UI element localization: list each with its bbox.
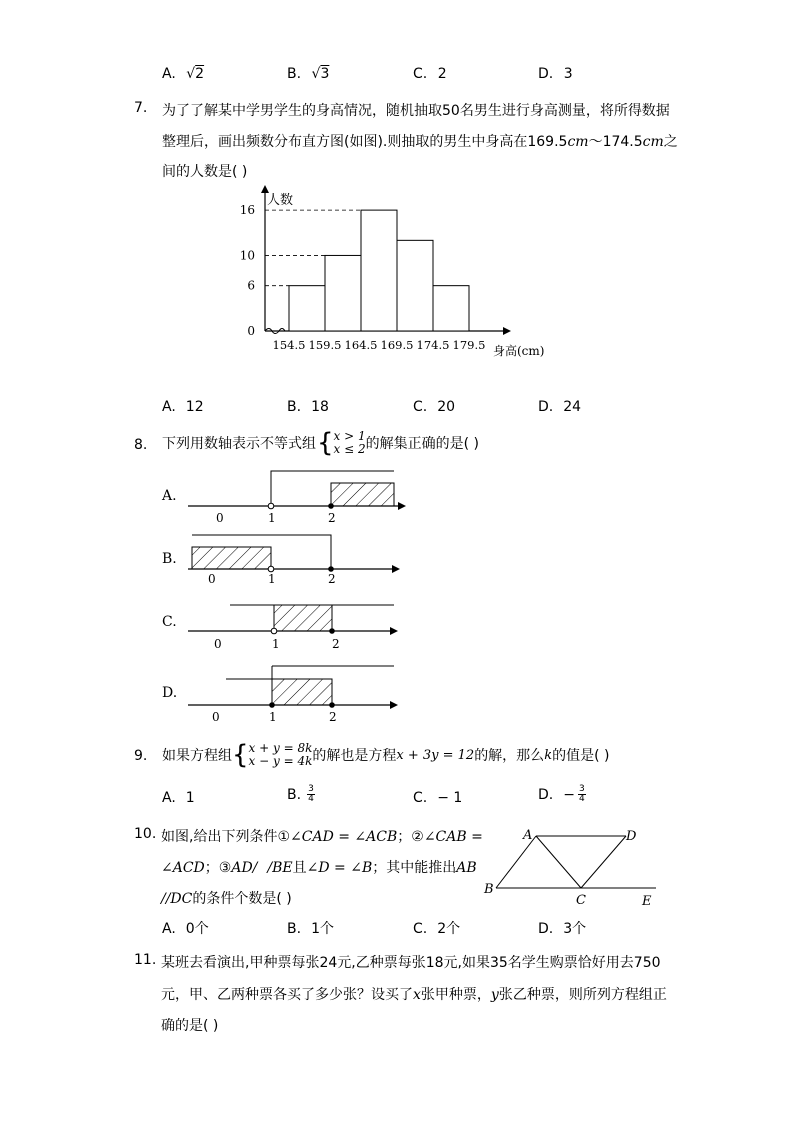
sqrt-symbol: √2 — [186, 66, 205, 82]
x-tick-label: 179.5 — [452, 338, 486, 352]
point-label-e: E — [642, 894, 652, 909]
tick-label-1: 1 — [268, 572, 276, 586]
tick-label-0: 0 — [212, 710, 220, 724]
q9-option-c[interactable]: C. − 1 — [413, 790, 463, 806]
fraction: $\frac{3}{4}$ — [578, 784, 585, 804]
y-axis-label: 人数 — [267, 193, 294, 208]
question-text-line: ∠ACD；③AD/ /BE且∠D = ∠B；其中能推出AB — [161, 860, 477, 876]
question-text-line: 为了了解某中学男学生的身高情况，随机抽取50名男生进行身高测量，将所得数据 — [162, 103, 670, 119]
fraction: $\frac{3}{4}$ — [308, 784, 314, 804]
left-brace: { — [232, 740, 249, 770]
question-text-line: 确的是( ) — [161, 1018, 219, 1034]
q8-option-c-label[interactable]: C. — [162, 614, 177, 630]
tick-label-2: 2 — [328, 511, 336, 525]
q10-option-c[interactable]: C. 2个 — [413, 921, 461, 937]
question-text-line: //DC的条件个数是( ) — [161, 891, 292, 907]
y-tick-label: 6 — [247, 278, 255, 293]
tick-label-2: 2 — [332, 637, 340, 651]
question-number: 9. — [134, 748, 148, 764]
point-label-c: C — [576, 893, 586, 908]
q8-option-b-label[interactable]: B. — [162, 551, 177, 567]
question-number: 10. — [134, 826, 157, 842]
question-text-line: 整理后，画出频数分布直方图(如图).则抽取的男生中身高在169.5cm～174.5cm之 — [162, 134, 678, 150]
question-number: 8. — [134, 437, 148, 453]
tick-label-0: 0 — [214, 637, 222, 651]
tick-label-2: 2 — [329, 710, 337, 724]
x-tick-label: 154.5 — [272, 338, 306, 352]
question-text-line: 如图,给出下列条件①∠CAD = ∠ACB；②∠CAB = — [161, 829, 483, 845]
question-text-line: 如果方程组 { x + y = 8k x − y = 4k 的解也是方程 x + 3y = 12 的解，那么 k 的值是( ) — [162, 740, 610, 770]
histogram-chart — [235, 185, 565, 365]
number-line-option-c — [188, 605, 398, 651]
q9-option-d[interactable]: D. − $\frac{3}{4}$ — [538, 784, 585, 804]
q8-option-d-label[interactable]: D. — [162, 685, 178, 701]
point-label-d: D — [626, 829, 637, 844]
histogram-bar — [397, 240, 433, 331]
tick-label-1: 1 — [272, 637, 280, 651]
q6-option-b[interactable]: B. √3 — [287, 66, 330, 82]
number-line-option-d — [188, 666, 398, 724]
q7-option-c[interactable]: C. 20 — [413, 399, 456, 415]
number-line-option-a — [188, 471, 406, 525]
x-tick-label: 159.5 — [308, 338, 342, 352]
q10-option-a[interactable]: A. 0个 — [162, 921, 209, 937]
x-tick-label: 164.5 — [344, 338, 378, 352]
question-text-line: 下列用数轴表示不等式组 { x > 1 x ≤ 2 的解集正确的是( ) — [162, 428, 480, 458]
point-label-a: A — [523, 828, 533, 843]
y-tick-label: 10 — [239, 248, 255, 263]
y-axis-arrow — [261, 185, 269, 193]
tick-label-1: 1 — [268, 511, 276, 525]
tick-label-0: 0 — [216, 511, 224, 525]
x-axis-arrow — [503, 327, 511, 335]
histogram-bar — [289, 286, 325, 331]
left-brace: { — [317, 428, 334, 458]
parallelogram-figure — [480, 822, 670, 912]
number-line-option-b — [188, 535, 400, 586]
question-text-line: 间的人数是( ) — [162, 164, 248, 180]
question-number: 11. — [134, 952, 157, 968]
q10-option-b[interactable]: B. 1个 — [287, 921, 334, 937]
x-tick-label: 169.5 — [380, 338, 414, 352]
x-tick-label: 174.5 — [416, 338, 450, 352]
y-tick-label: 0 — [247, 324, 255, 338]
x-axis-label: 身高(cm) — [493, 344, 545, 358]
q9-option-b[interactable]: B. $\frac{3}{4}$ — [287, 784, 314, 804]
y-tick-label: 16 — [239, 203, 255, 218]
tick-label-2: 2 — [328, 572, 336, 586]
equation-system: x + y = 8k x − y = 4k — [248, 741, 313, 768]
q6-option-a[interactable]: A. √2 — [162, 66, 205, 82]
question-text-line: 某班去看演出,甲种票每张24元,乙种票每张18元,如果35名学生购票恰好用去750 — [161, 955, 661, 971]
q7-option-d[interactable]: D. 24 — [538, 399, 582, 415]
q9-option-a[interactable]: A. 1 — [162, 790, 195, 806]
q7-option-b[interactable]: B. 18 — [287, 399, 329, 415]
point-label-b: B — [484, 882, 494, 897]
tick-label-0: 0 — [208, 572, 216, 586]
question-text-line: 元，甲、乙两种票各买了多少张？设买了x张甲种票，y张乙种票，则所列方程组正 — [161, 987, 667, 1003]
tick-label-1: 1 — [269, 710, 277, 724]
q6-option-c[interactable]: C. 2 — [413, 66, 447, 82]
histogram-bar — [433, 286, 469, 331]
histogram-bar — [325, 255, 361, 331]
inequality-system: x > 1 x ≤ 2 — [333, 429, 366, 456]
histogram-bar — [361, 210, 397, 331]
number-line-figures — [180, 465, 410, 730]
q8-option-a-label[interactable]: A. — [162, 488, 177, 504]
sqrt-symbol: √3 — [311, 66, 330, 82]
question-number: 7. — [134, 100, 148, 116]
q10-option-d[interactable]: D. 3个 — [538, 921, 587, 937]
q6-option-d[interactable]: D. 3 — [538, 66, 573, 82]
q7-option-a[interactable]: A. 12 — [162, 399, 204, 415]
